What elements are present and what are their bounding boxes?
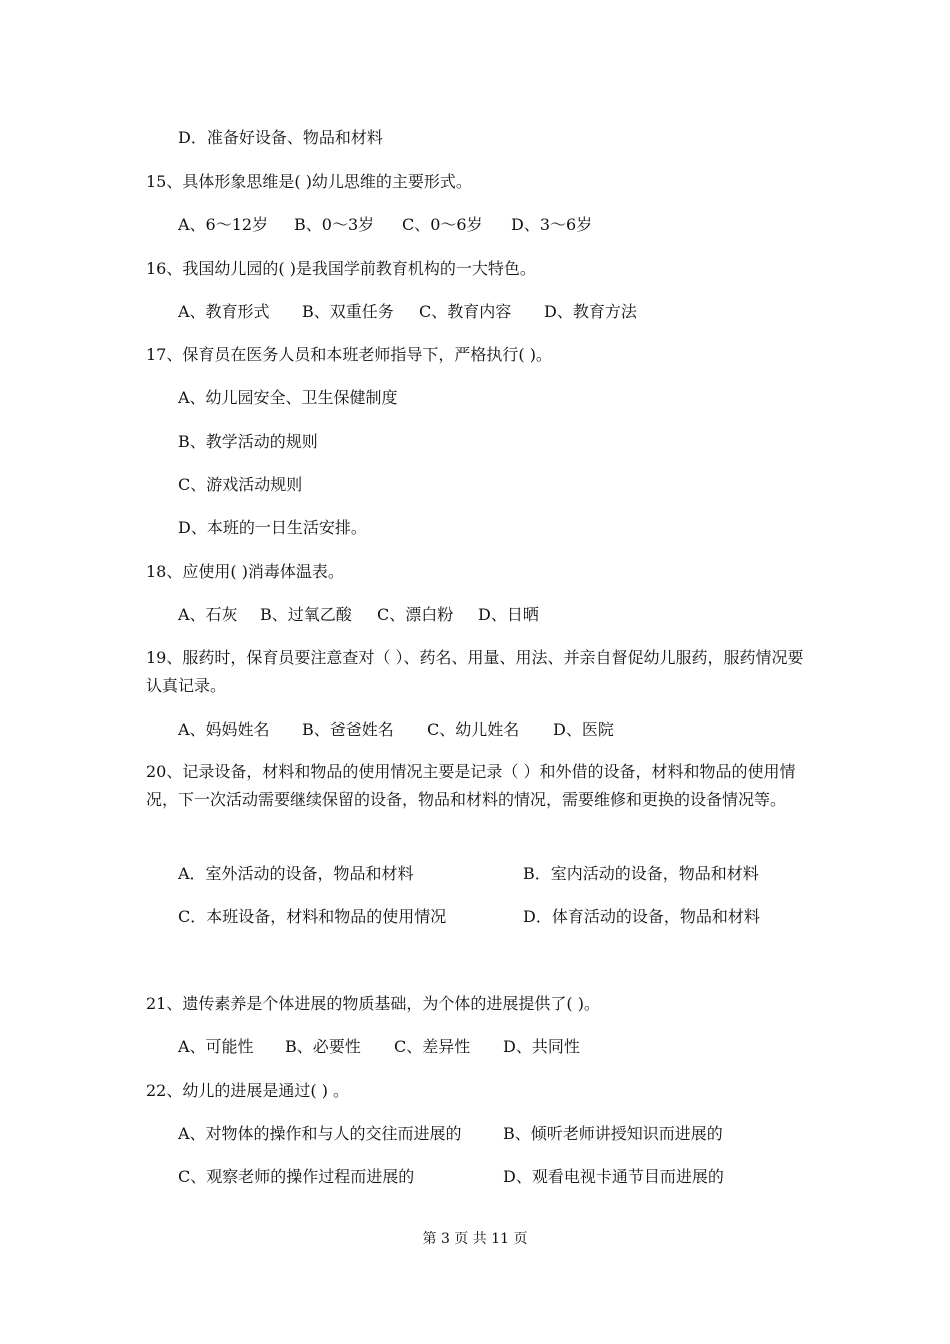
q22-stem: 22、幼儿的进展是通过( ) 。: [146, 1081, 350, 1100]
q21-option-c: C、差异性: [394, 1037, 471, 1056]
q17-option-d: D、本班的一日生活安排。: [178, 518, 367, 537]
q14-option-d: D．准备好设备、物品和材料: [178, 128, 383, 147]
q16-option-a: A、教育形式: [178, 302, 270, 321]
q15-option-a: A、6～12岁: [178, 215, 269, 234]
q18-option-a: A、石灰: [178, 605, 238, 624]
q22-option-a: A、对物体的操作和与人的交往而进展的: [178, 1124, 462, 1143]
q21-option-d: D、共同性: [503, 1037, 580, 1056]
q16-stem: 16、我国幼儿园的( )是我国学前教育机构的一大特色。: [146, 259, 536, 278]
q20-stem: 20、记录设备，材料和物品的使用情况主要是记录（ ）和外借的设备，材料和物品的使用情况，下一次活动需要继续保留的设备，物品和材料的情况，需要维修和更换的设备情况等。: [146, 762, 796, 809]
q19-option-d: D、医院: [553, 720, 614, 739]
q22-option-c: C、观察老师的操作过程而进展的: [178, 1167, 415, 1186]
q21-stem: 21、遗传素养是个体进展的物质基础，为个体的进展提供了( )。: [146, 994, 600, 1013]
q22-option-b: B、倾听老师讲授知识而进展的: [503, 1124, 723, 1143]
q19-option-c: C、幼儿姓名: [427, 720, 520, 739]
q18-option-d: D、日晒: [478, 605, 539, 624]
q20-option-a: A．室外活动的设备，物品和材料: [178, 864, 414, 883]
q20-option-d: D．体育活动的设备，物品和材料: [523, 907, 760, 926]
q20-option-b: B．室内活动的设备，物品和材料: [523, 864, 759, 883]
q18-option-b: B、过氧乙酸: [260, 605, 352, 624]
q17-option-a: A、幼儿园安全、卫生保健制度: [178, 388, 398, 407]
q16-option-d: D、教育方法: [544, 302, 637, 321]
q15-option-b: B、0～3岁: [294, 215, 375, 234]
q21-option-b: B、必要性: [285, 1037, 361, 1056]
q16-option-c: C、教育内容: [419, 302, 512, 321]
q15-option-c: C、0～6岁: [402, 215, 483, 234]
q22-option-d: D、观看电视卡通节目而进展的: [503, 1167, 724, 1186]
page-number-footer: 第 3 页 共 11 页: [422, 1231, 528, 1247]
q18-option-c: C、漂白粉: [377, 605, 454, 624]
q15-option-d: D、3～6岁: [511, 215, 593, 234]
q17-option-c: C、游戏活动规则: [178, 475, 303, 494]
q19-stem: 19、服药时，保育员要注意查对（ ）、药名、用量、用法、并亲自督促幼儿服药，服药情况要认真记录。: [146, 648, 804, 695]
q21-option-a: A、可能性: [178, 1037, 254, 1056]
q17-stem: 17、保育员在医务人员和本班老师指导下，严格执行( )。: [146, 345, 552, 364]
q17-option-b: B、教学活动的规则: [178, 432, 318, 451]
q18-stem: 18、应使用( )消毒体温表。: [146, 562, 344, 581]
q16-option-b: B、双重任务: [302, 302, 394, 321]
q20-option-c: C．本班设备，材料和物品的使用情况: [178, 907, 447, 926]
q15-stem: 15、具体形象思维是( )幼儿思维的主要形式。: [146, 172, 472, 191]
q19-option-b: B、爸爸姓名: [302, 720, 394, 739]
q19-option-a: A、妈妈姓名: [178, 720, 270, 739]
